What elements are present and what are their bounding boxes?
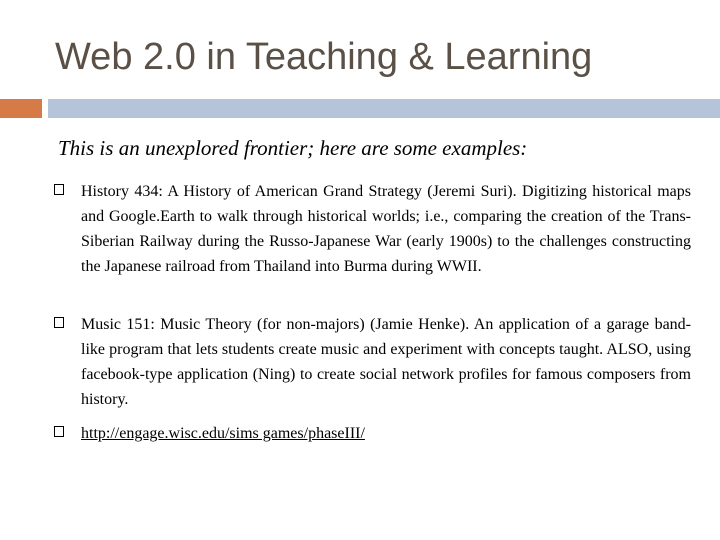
accent-bar-orange	[0, 99, 42, 118]
bullet-text: Music 151: Music Theory (for non-majors) (Jamie Henke). An application of a garage band-like program that lets students create music and experiment with concepts taught. ALSO, using facebook-type application (Ning) to create social network profiles for famous composers from history.	[81, 316, 691, 408]
square-bullet-icon	[54, 317, 64, 328]
square-bullet-icon	[54, 426, 64, 437]
engage-wisc-link[interactable]: http://engage.wisc.edu/sims games/phaseIII/	[81, 425, 365, 442]
intro-text: This is an unexplored frontier; here are some examples:	[58, 136, 528, 160]
slide-title: Web 2.0 in Teaching & Learning	[55, 36, 593, 78]
square-bullet-icon	[54, 184, 64, 195]
accent-bar-blue	[48, 99, 720, 118]
bullet-text: History 434: A History of American Grand Strategy (Jeremi Suri). Digitizing historical maps and Google.Earth to walk through historical worlds; i.e., comparing the creation of the Trans-Siberian Railway during the Russo-Japanese War (early 1900s) to the challenges constructing the Japanese railroad from Thailand into Burma during WWII.	[81, 183, 691, 275]
